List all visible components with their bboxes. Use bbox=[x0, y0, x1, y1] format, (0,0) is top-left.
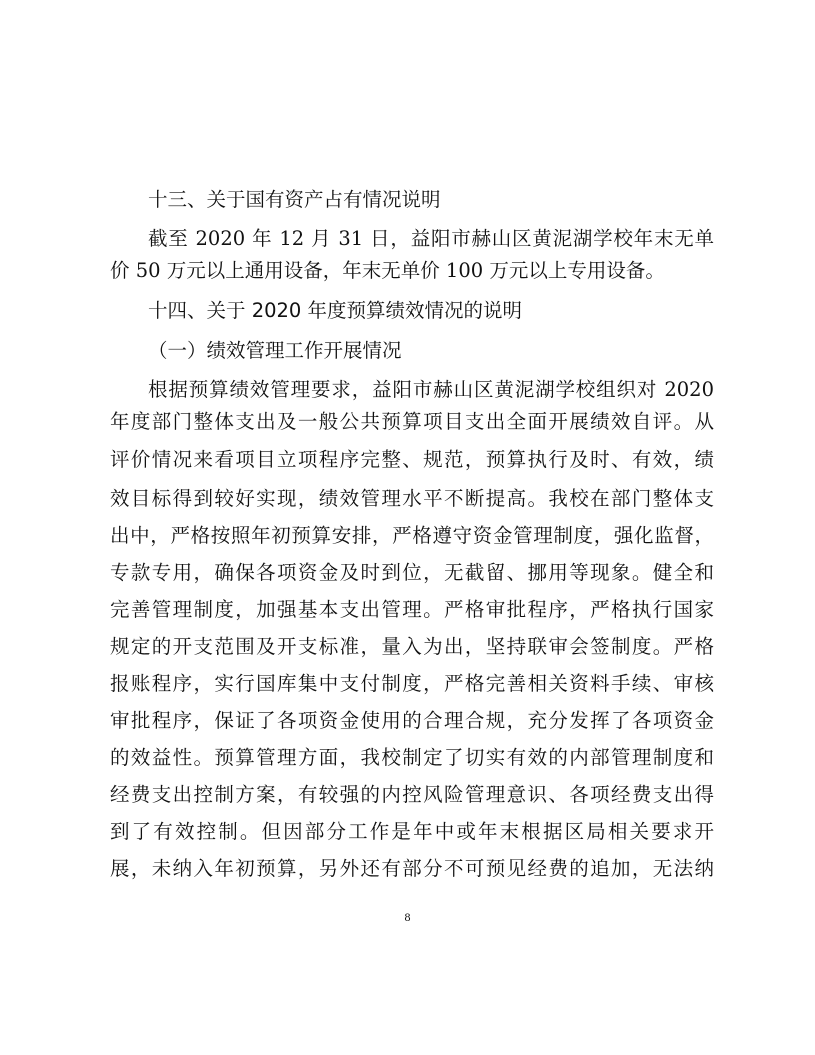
body-text-line: 专款专用，确保各项资金及时到位，无截留、挪用等现象。健全和 bbox=[110, 561, 714, 584]
section-14-heading: 十四、关于 2020 年度预算绩效情况的说明 bbox=[148, 299, 523, 322]
section-13-text-line: 价 50 万元以上通用设备，年末无单价 100 万元以上专用设备。 bbox=[110, 259, 665, 282]
body-text-line: 效目标得到较好实现，绩效管理水平不断提高。我校在部门整体支 bbox=[110, 487, 714, 510]
body-text-line: 展，未纳入年初预算，另外还有部分不可预见经费的追加，无法纳 bbox=[110, 857, 714, 880]
body-text-line: 评价情况来看项目立项程序完整、规范，预算执行及时、有效，绩 bbox=[110, 448, 714, 471]
body-text-line: 出中，严格按照年初预算安排，严格遵守资金管理制度，强化监督， bbox=[110, 524, 714, 547]
body-text-line: 审批程序，保证了各项资金使用的合理合规，充分发挥了各项资金 bbox=[110, 709, 714, 732]
body-text-line: 经费支出控制方案，有较强的内控风险管理意识、各项经费支出得 bbox=[110, 783, 714, 806]
body-text-line: 的效益性。预算管理方面，我校制定了切实有效的内部管理制度和 bbox=[110, 746, 714, 769]
body-text-line: 到了有效控制。但因部分工作是年中或年末根据区局相关要求开 bbox=[110, 820, 714, 843]
section-13-heading: 十三、关于国有资产占有情况说明 bbox=[148, 188, 441, 211]
body-text-line: 根据预算绩效管理要求，益阳市赫山区黄泥湖学校组织对 2020 bbox=[148, 378, 714, 401]
page-number: 8 bbox=[404, 910, 411, 924]
body-text-line: 报账程序，实行国库集中支付制度，严格完善相关资料手续、审核 bbox=[110, 672, 714, 695]
body-text-line: 年度部门整体支出及一般公共预算项目支出全面开展绩效自评。从 bbox=[110, 410, 714, 433]
section-13-text-line: 截至 2020 年 12 月 31 日，益阳市赫山区黄泥湖学校年末无单 bbox=[148, 227, 714, 250]
body-text-line: 规定的开支范围及开支标准，量入为出，坚持联审会签制度。严格 bbox=[110, 635, 714, 658]
body-text-line: 完善管理制度，加强基本支出管理。严格审批程序，严格执行国家 bbox=[110, 598, 714, 621]
section-14-subheading: （一）绩效管理工作开展情况 bbox=[148, 339, 402, 362]
